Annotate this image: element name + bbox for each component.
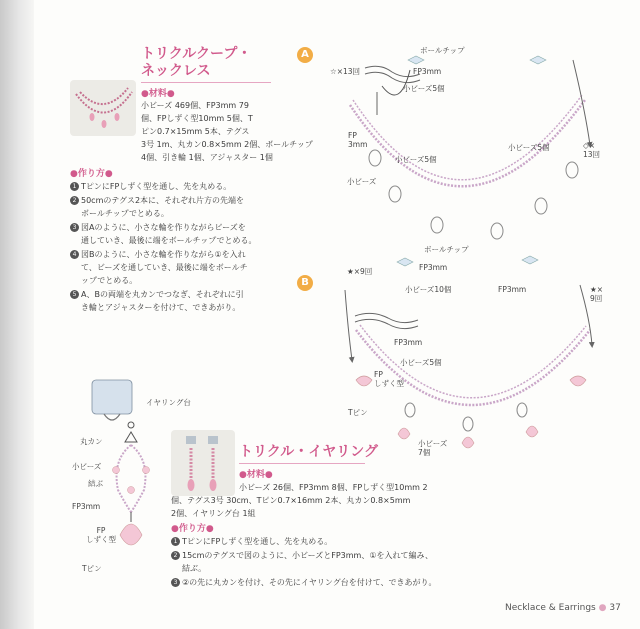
- page-footer: [505, 603, 621, 613]
- earring-steps-heading: ●作り方●: [171, 524, 214, 534]
- necklace-materials-line: 小ビーズ 469個、FP3mm 79: [141, 101, 249, 110]
- step-text: て、ビーズを通していき、最後に端をボールチ: [81, 263, 248, 272]
- step-number: 3: [171, 578, 180, 587]
- b-ball-chip-label: ボールチップ: [424, 245, 469, 254]
- b-tpin-label: Tピン: [348, 408, 368, 417]
- a-small5-mid-label: 小ビーズ5個: [395, 155, 437, 164]
- step-text: ボールチップでとめる。: [81, 209, 169, 218]
- step-text: ②の先に丸カンを付け、その先にイヤリング台を付けて、できあがり。: [182, 578, 437, 587]
- footer-dot-icon: ●: [598, 603, 607, 613]
- a-repeat-right-line: ◇×: [583, 141, 596, 150]
- b-fp-drop-line: しずく型: [374, 379, 404, 388]
- a-small5-top-label: 小ビーズ5個: [403, 84, 445, 93]
- earring-fp-drop-line: FP: [96, 526, 106, 535]
- a-repeat-right-line: 13回: [583, 150, 601, 159]
- step-text: 通していき、最後に端をボールチップでとめる。: [81, 236, 257, 245]
- step-text: TピンにFPしずく型を通し、先を丸める。: [81, 182, 232, 191]
- b-fp3-mid-label: FP3mm: [394, 338, 423, 347]
- b-small5-label: 小ビーズ5個: [400, 358, 442, 367]
- step-text: 図Aのように、小さな輪を作りながらビーズを: [81, 223, 246, 232]
- b-fp-drop-line: FP: [374, 370, 383, 379]
- diagram-b-badge: B: [297, 275, 313, 291]
- a-fp3-left-line: 3mm: [348, 140, 368, 149]
- step-text: 50cmのテグス2本に、それぞれ片方の先端を: [81, 196, 245, 205]
- footer-text: Necklace & Earrings: [505, 603, 596, 613]
- earring-fp3-label: FP3mm: [72, 502, 101, 511]
- a-repeat-left-label: ☆×13回: [330, 67, 361, 76]
- b-repeat-right-line: ★×: [590, 285, 604, 294]
- b-fp3-top-label: FP3mm: [419, 263, 448, 272]
- step-number: 2: [171, 551, 180, 560]
- step-text: A、Bの両端を丸カンでつなぎ、それぞれに引: [81, 290, 244, 299]
- b-repeat-left-label: ★×9回: [347, 267, 373, 276]
- earring-materials-line: 個、テグス3号 30cm、Tピン0.7×16mm 2本、丸カン0.8×5mm: [171, 496, 411, 505]
- step-text: TピンにFPしずく型を通し、先を丸める。: [182, 537, 333, 546]
- step-number: 1: [171, 537, 180, 546]
- earring-materials-heading: ●材料●: [239, 470, 273, 480]
- step-number: 3: [70, 223, 79, 232]
- b-small10-label: 小ビーズ10個: [405, 285, 452, 294]
- earring-materials-line: 小ビーズ 26個、FP3mm 8個、FPしずく型10mm 2: [239, 483, 428, 492]
- earring-title-rule: [239, 463, 365, 464]
- step-number: 2: [70, 196, 79, 205]
- b-fp3-right-label: FP3mm: [498, 285, 527, 294]
- necklace-materials-line: 3号 1m、丸カン0.8×5mm 2個、ボールチップ: [141, 140, 313, 149]
- a-fp3-top-label: FP3mm: [413, 67, 442, 76]
- necklace-steps-heading: ●作り方●: [70, 169, 113, 179]
- earring-small-bead-label: 小ビーズ: [72, 462, 102, 471]
- earring-materials-line: 2個、イヤリング台 1組: [171, 509, 256, 518]
- earring-jump-ring-label: 丸カン: [80, 437, 103, 446]
- a-small5-right-label: 小ビーズ5個: [508, 143, 550, 152]
- a-small-bead-label: 小ビーズ: [347, 177, 377, 186]
- step-text: 15cmのテグスで図のように、小ビーズとFP3mm、①を入れて編み、: [182, 551, 434, 560]
- earring-materials-cont: [171, 494, 410, 520]
- b-repeat-right-line: 9回: [590, 294, 603, 303]
- earring-step-1: [171, 535, 332, 548]
- page-number: 37: [609, 603, 621, 613]
- step-text: 結ぶ。: [182, 564, 207, 573]
- step-number: 5: [70, 290, 79, 299]
- necklace-materials-line: 個、FPしずく型10mm 5個、T: [141, 114, 253, 123]
- a-ball-chip-label: ボールチップ: [420, 46, 465, 55]
- earring-base-label: イヤリング台: [146, 398, 191, 407]
- earring-materials: [239, 481, 469, 494]
- a-fp3-left-line: FP: [348, 131, 357, 140]
- necklace-materials-line: ピン0.7×15mm 5本、テグス: [141, 127, 250, 136]
- b-small7-line: 小ビーズ: [418, 439, 448, 448]
- step-number: 1: [70, 182, 79, 191]
- step-text: 図Bのように、小さな輪を作りながら①を入れ: [81, 250, 246, 259]
- earring-tie-label: 結ぶ: [88, 479, 103, 488]
- earring-tpin-label: Tピン: [82, 564, 102, 573]
- step-text: ップでとめる。: [81, 276, 138, 285]
- step-number: 4: [70, 250, 79, 259]
- earring-step-2: [171, 549, 433, 575]
- earring-fp-drop-line: しずく型: [86, 535, 116, 544]
- b-small7-line: 7個: [418, 448, 431, 457]
- necklace-materials-line: 4個、引き輪 1個、アジャスター 1個: [141, 153, 273, 162]
- necklace-title-line1: トリクルクープ・: [141, 46, 252, 62]
- earring-title: トリクル・イヤリング: [239, 444, 379, 460]
- necklace-title-line2: ネックレス: [141, 63, 211, 79]
- necklace-materials-heading: ●材料●: [141, 89, 175, 99]
- earring-step-3: [171, 576, 437, 589]
- step-text: き輪とアジャスターを付けて、できあがり。: [81, 303, 241, 312]
- diagram-a-badge: A: [297, 47, 313, 63]
